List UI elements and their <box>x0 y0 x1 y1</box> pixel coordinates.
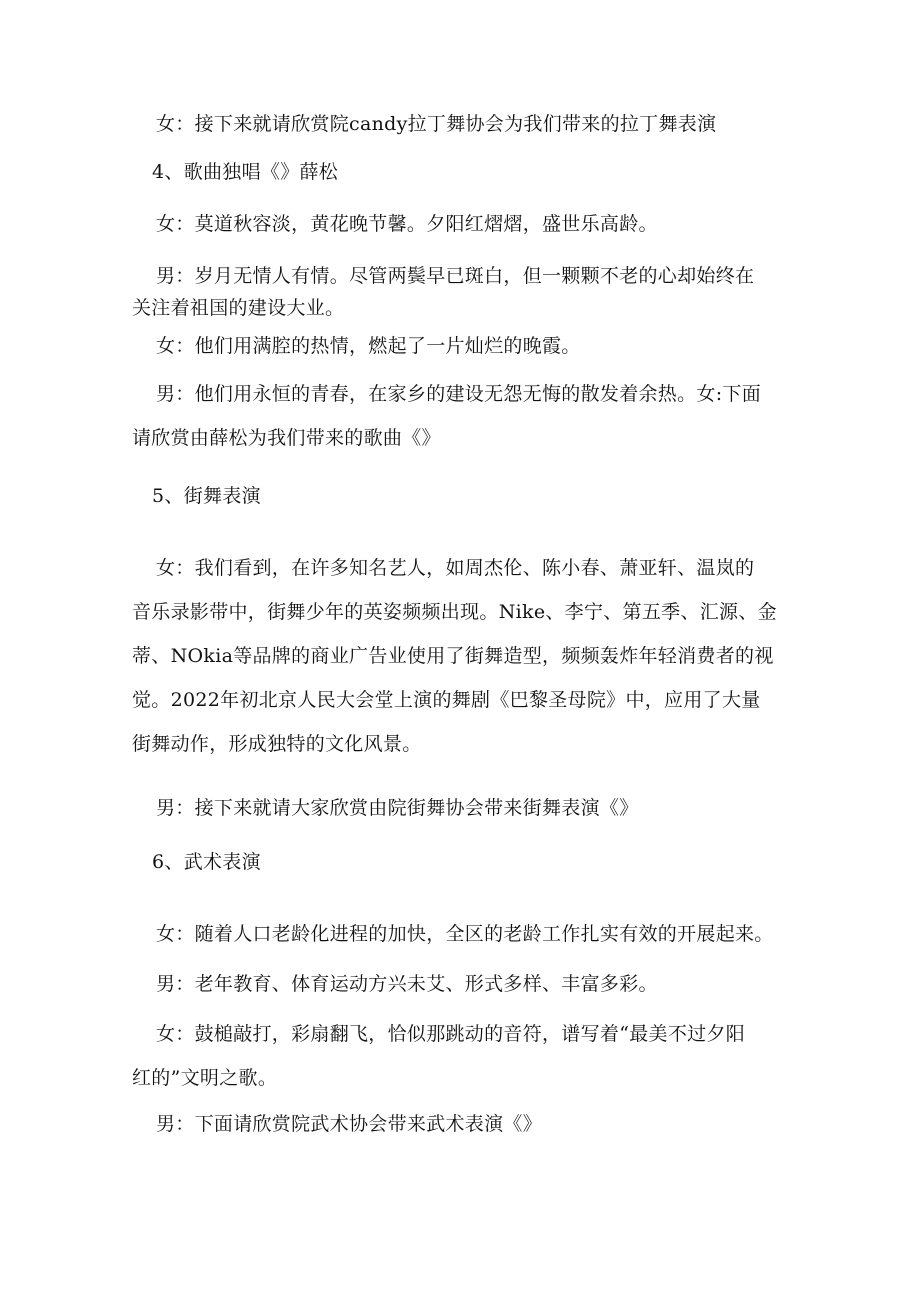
paragraph-line: 红的”文明之歌。 <box>132 1067 278 1089</box>
paragraph-street-dance-intro <box>132 546 792 766</box>
paragraph-text: 女：他们用满腔的热情，燃起了一片灿烂的晚霞。 <box>156 335 581 357</box>
paragraph-line: 男：他们用永恒的青春，在家乡的建设无怨无悔的散发着余热。女:下面 <box>156 383 762 405</box>
heading-text: 5、街舞表演 <box>152 485 261 507</box>
paragraph-text: 男：老年教育、体育运动方兴未艾、形式多样、丰富多彩。 <box>156 973 658 995</box>
paragraph-line: 蒂、NOkia等品牌的商业广告业使用了街舞造型，频频轰炸年轻消费者的视 <box>132 645 774 667</box>
paragraph-line: 觉。2022年初北京人民大会堂上演的舞剧《巴黎圣母院》中，应用了大量 <box>132 689 761 711</box>
section-heading-song <box>132 150 792 194</box>
paragraph-line: 街舞动作，形成独特的文化风景。 <box>132 733 422 755</box>
heading-text: 4、歌曲独唱《》薛松 <box>152 161 339 183</box>
paragraph-youth <box>132 372 792 460</box>
paragraph-line: 请欣赏由薛松为我们带来的歌曲《》 <box>132 427 441 449</box>
paragraph-passion <box>132 324 792 368</box>
section-heading-martial-arts <box>132 840 792 884</box>
paragraph-line: 关注着祖国的建设大业。 <box>132 297 345 319</box>
paragraph-text: 男：下面请欣赏院武术协会带来武术表演《》 <box>156 1113 543 1135</box>
paragraph-line: 男：岁月无情人有情。尽管两鬓早已斑白，但一颗颗不老的心却始终在 <box>156 265 755 287</box>
paragraph-line: 女：我们看到，在许多知名艺人，如周杰伦、陈小春、萧亚轩、温岚的 <box>156 557 755 579</box>
paragraph-text: 女：接下来就请欣赏院candy拉丁舞协会为我们带来的拉丁舞表演 <box>156 113 717 135</box>
paragraph-aging <box>132 912 792 956</box>
paragraph-line: 女：鼓槌敲打，彩扇翻飞，恰似那跳动的音符，谱写着“最美不过夕阳 <box>156 1023 746 1045</box>
paragraph-education <box>132 962 792 1006</box>
paragraph-martial-arts-invite <box>132 1102 792 1146</box>
paragraph-autumn <box>132 202 792 246</box>
section-heading-street-dance <box>132 474 792 518</box>
paragraph-text: 男：接下来就请大家欣赏由院街舞协会带来街舞表演《》 <box>156 797 639 819</box>
heading-text: 6、武术表演 <box>152 851 261 873</box>
paragraph-latin-dance <box>132 102 792 146</box>
paragraph-text: 女：随着人口老龄化进程的加快，全区的老龄工作扎实有效的开展起来。 <box>156 923 774 945</box>
paragraph-drums <box>132 1012 792 1100</box>
paragraph-street-dance-invite <box>132 786 792 830</box>
paragraph-years <box>132 260 792 324</box>
paragraph-text: 女：莫道秋容淡，黄花晚节馨。夕阳红熠熠，盛世乐高龄。 <box>156 213 658 235</box>
paragraph-line: 音乐录影带中，街舞少年的英姿频频出现。Nike、李宁、第五季、汇源、金 <box>132 601 777 623</box>
